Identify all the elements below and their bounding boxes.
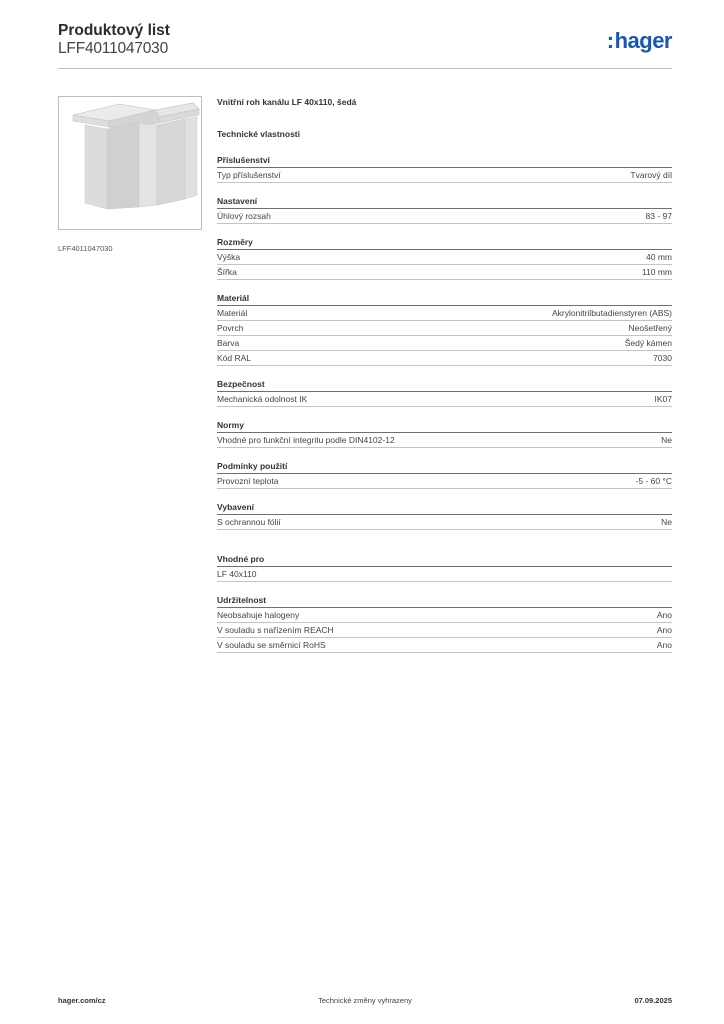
- image-caption: LFF4011047030: [58, 244, 113, 253]
- property-value: IK07: [654, 394, 672, 404]
- section-suitable-for: [217, 553, 672, 582]
- property-value: Akrylonitrilbutadienstyren (ABS): [552, 308, 672, 318]
- page-header: [58, 22, 672, 70]
- property-row: [217, 623, 672, 638]
- section-accessories: [217, 154, 672, 183]
- property-row: [217, 209, 672, 224]
- property-row: [217, 567, 672, 582]
- property-label: Provozní teplota: [217, 476, 279, 486]
- section-title: Udržitelnost: [217, 594, 672, 608]
- section-safety: [217, 378, 672, 407]
- property-row: [217, 433, 672, 448]
- property-row: [217, 515, 672, 530]
- property-label: Úhlový rozsah: [217, 211, 271, 221]
- section-title: Normy: [217, 419, 672, 433]
- property-row: [217, 168, 672, 183]
- section-title: Příslušenství: [217, 154, 672, 168]
- document-title: Produktový list: [58, 22, 170, 39]
- product-image: [58, 96, 202, 230]
- property-label: Barva: [217, 338, 240, 348]
- property-value: Ano: [656, 610, 672, 620]
- property-label: Vhodné pro funkční integritu podle DIN4102-12: [217, 435, 395, 445]
- property-label: Povrch: [217, 323, 244, 333]
- property-value: Ano: [656, 625, 672, 635]
- property-value: 7030: [653, 353, 672, 363]
- property-label: LF 40x110: [217, 569, 257, 579]
- property-label: Mechanická odolnost IK: [217, 394, 308, 404]
- logo-text: hager: [614, 28, 672, 53]
- section-title: Materiál: [217, 292, 672, 306]
- property-label: Neobsahuje halogeny: [217, 610, 300, 620]
- product-code: LFF4011047030: [58, 40, 169, 57]
- property-value: 110 mm: [641, 267, 672, 277]
- property-row: [217, 351, 672, 366]
- section-operating-conditions: [217, 460, 672, 489]
- corner-duct-illustration: [59, 97, 201, 229]
- section-title: Vybavení: [217, 501, 672, 515]
- property-row: [217, 265, 672, 280]
- property-value: -5 - 60 °C: [635, 476, 672, 486]
- page-footer: [58, 996, 672, 1010]
- property-value: Ne: [661, 517, 672, 527]
- section-dimensions: [217, 236, 672, 280]
- property-value: 40 mm: [646, 252, 672, 262]
- property-value: Ano: [656, 640, 672, 650]
- property-row: [217, 336, 672, 351]
- hager-logo: :hager: [606, 28, 672, 53]
- property-row: [217, 608, 672, 623]
- property-value: Tvarový díl: [630, 170, 672, 180]
- property-row: [217, 474, 672, 489]
- section-title: Vhodné pro: [217, 553, 672, 567]
- section-equipment: [217, 501, 672, 530]
- property-label: V souladu s nařízením REACH: [217, 625, 334, 635]
- footer-website-link[interactable]: hager.com/cz: [58, 996, 106, 1005]
- property-value: Ne: [661, 435, 672, 445]
- section-sustainability: [217, 594, 672, 653]
- property-row: [217, 638, 672, 653]
- property-label: Materiál: [217, 308, 248, 318]
- footer-notice: Technické změny vyhrazeny: [318, 996, 412, 1005]
- property-row: [217, 392, 672, 407]
- section-title: Nastavení: [217, 195, 672, 209]
- property-value: Šedý kámen: [624, 338, 672, 348]
- property-row: [217, 306, 672, 321]
- property-label: Šířka: [217, 267, 237, 277]
- property-label: Výška: [217, 252, 241, 262]
- property-label: Typ příslušenství: [217, 170, 281, 180]
- section-title: Bezpečnost: [217, 378, 672, 392]
- property-label: Kód RAL: [217, 353, 252, 363]
- section-standards: [217, 419, 672, 448]
- header-divider: [58, 68, 672, 69]
- product-details: [217, 96, 672, 653]
- property-label: V souladu se směrnicí RoHS: [217, 640, 326, 650]
- property-label: S ochrannou fólií: [217, 517, 281, 527]
- technical-properties-heading: Technické vlastnosti: [217, 129, 300, 139]
- section-material: [217, 292, 672, 366]
- footer-date: 07.09.2025: [634, 996, 672, 1005]
- property-row: [217, 321, 672, 336]
- section-title: Podmínky použití: [217, 460, 672, 474]
- section-title: Rozměry: [217, 236, 672, 250]
- product-name: Vnitřní roh kanálu LF 40x110, šedá: [217, 97, 357, 107]
- section-settings: [217, 195, 672, 224]
- property-value: 83 - 97: [645, 211, 672, 221]
- property-row: [217, 250, 672, 265]
- property-value: Neošetřený: [628, 323, 672, 333]
